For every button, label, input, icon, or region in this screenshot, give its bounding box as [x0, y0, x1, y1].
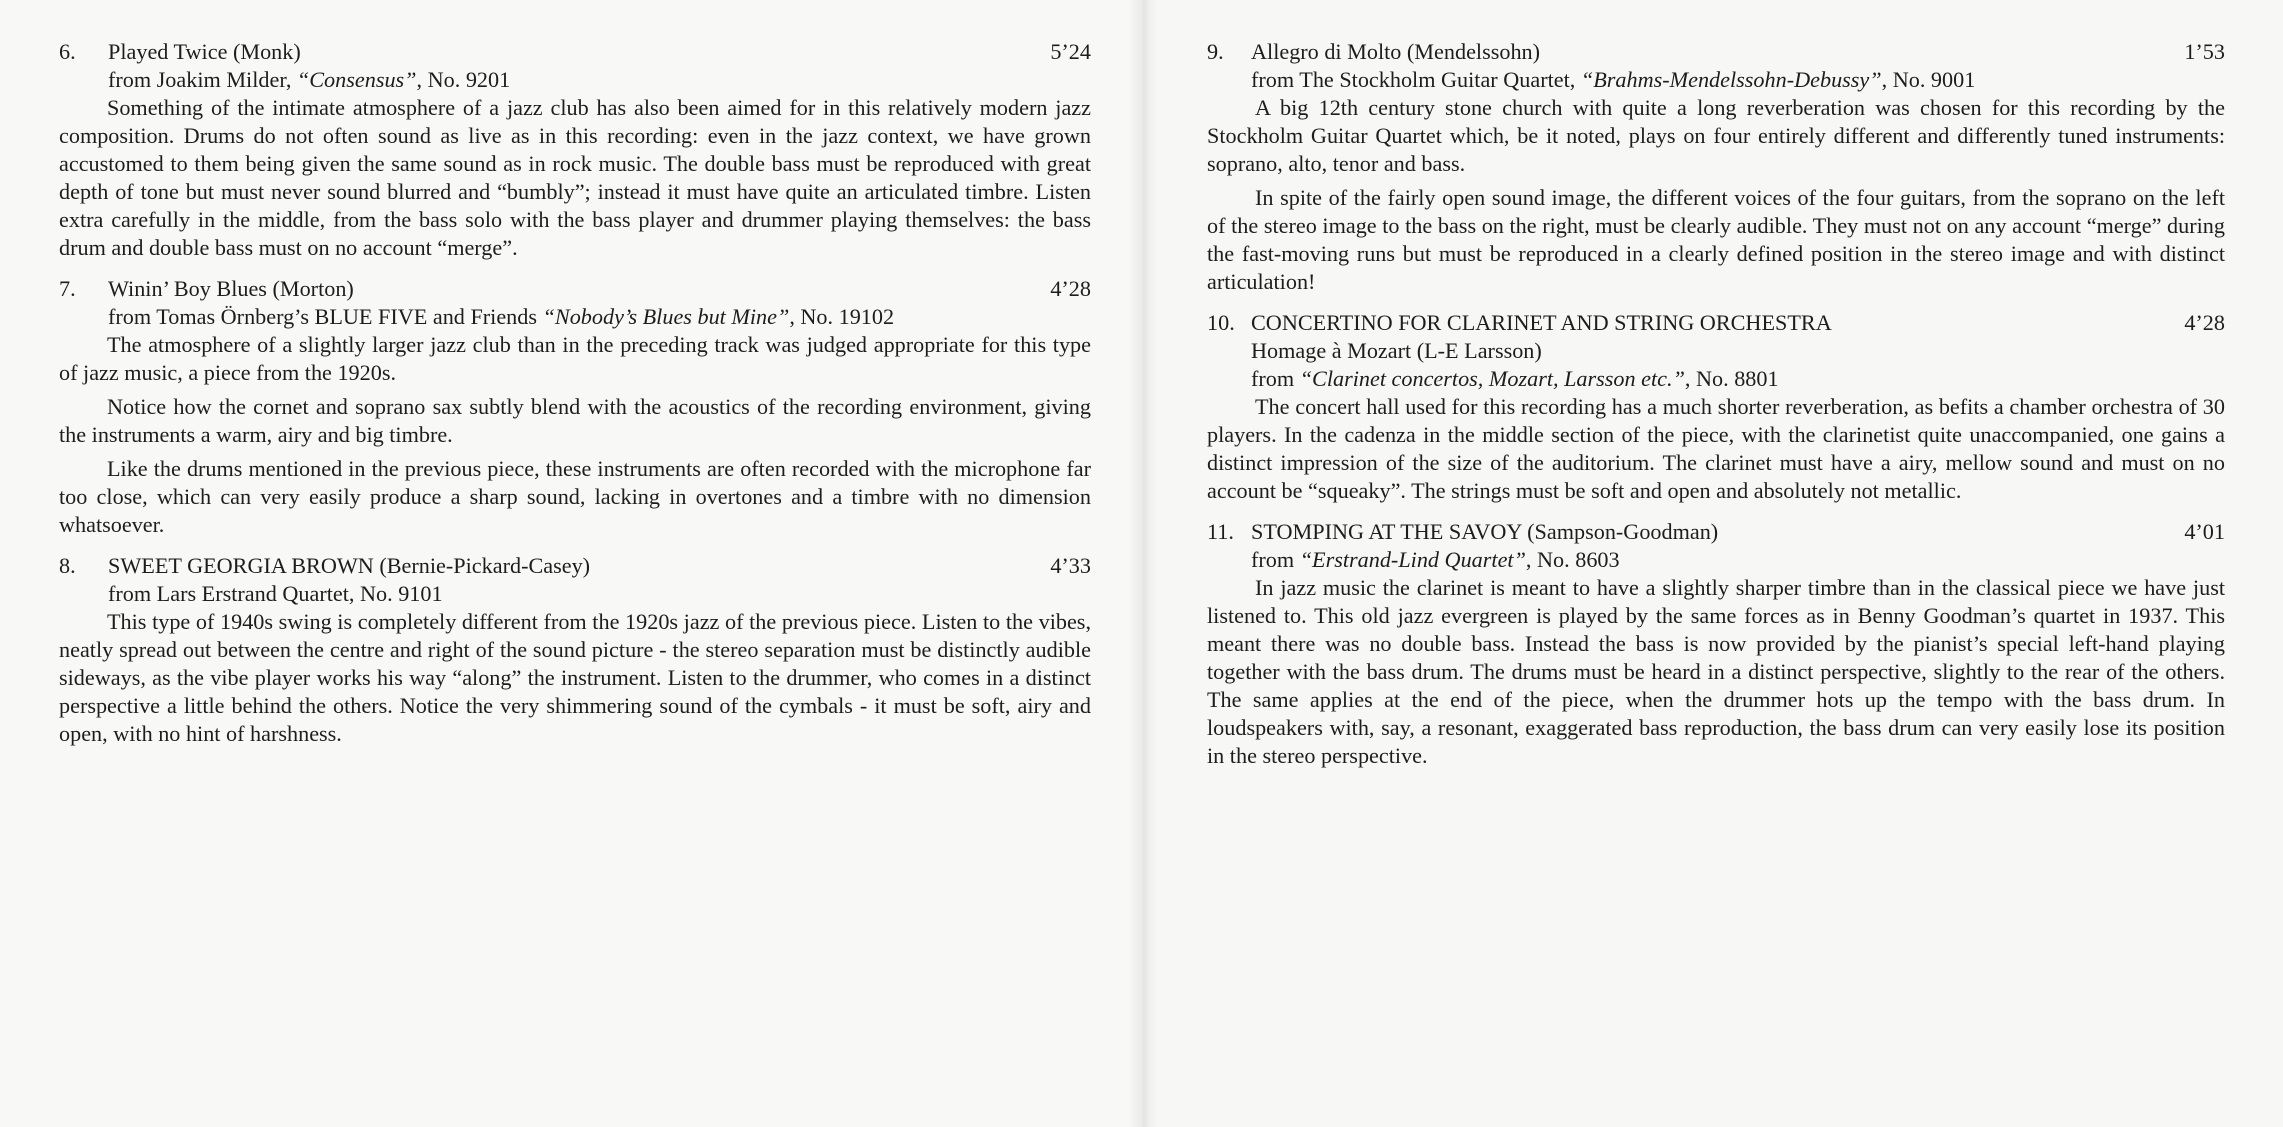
track-duration: 4’28 — [2184, 310, 2225, 335]
track-source — [59, 303, 1091, 331]
track-subtitle: Homage à Mozart (L-E Larsson) — [1251, 338, 1542, 363]
track-source — [59, 580, 1091, 608]
track-description: The concert hall used for this recording has a much shorter reverberation, as befits a chamber orchestra of 30 players. In the cadenza in the middle section of the piece, with the clarinetist quite unaccompanied, one gains a distinct impression of the size of the auditorium. The clarinet must have a airy, mellow sound and must on no account be “squeaky”. The strings must be soft and open and absolutely not metallic. — [1207, 394, 2225, 503]
album-title: “Brahms-Mendelssohn-Debussy” — [1580, 67, 1882, 92]
source-prefix: from Joakim Milder, — [108, 67, 297, 92]
album-title: “Consensus” — [296, 67, 417, 92]
catalog-number: , No. 9001 — [1881, 67, 1976, 92]
track-source — [1207, 66, 2225, 94]
track-11 — [1207, 518, 2225, 770]
track-duration: 4’01 — [2184, 519, 2225, 544]
track-title: Winin’ Boy Blues (Morton) — [108, 276, 354, 301]
track-description: Notice how the cornet and soprano sax subtly blend with the acoustics of the recording environment, giving the instruments a warm, airy and big timbre. — [59, 394, 1091, 447]
track-duration: 5’24 — [1050, 39, 1091, 64]
source-prefix: from The Stockholm Guitar Quartet, — [1251, 67, 1581, 92]
track-duration: 1’53 — [2184, 39, 2225, 64]
track-description: Something of the intimate atmosphere of a jazz club has also been aimed for in this relatively modern jazz composition. Drums do not often sound as live as in this recording: even in the jazz context, we have grown accustomed to them being given the same sound as in rock music. The double bass must be reproduced with great depth of tone but must never sound blurred and “bumbly”; instead it must have quite an articulated timbre. Listen extra carefully in the middle, from the bass solo with the bass player and drummer playing themselves: the bass drum and double bass must on no account “merge”. — [59, 95, 1091, 260]
track-source — [59, 66, 1091, 94]
album-title: “Nobody’s Blues but Mine” — [542, 304, 790, 329]
track-description: In spite of the fairly open sound image, the different voices of the four guitars, from the soprano on the left of the stereo image to the bass on the right, must be clearly audible. They must not on any account “merge” during the fast-moving runs but must be reproduced in a clearly defined position in the stereo image and with distinct articulation! — [1207, 185, 2225, 294]
album-title: “Erstrand-Lind Quartet” — [1299, 547, 1526, 572]
track-source — [1207, 365, 2225, 393]
track-title: CONCERTINO FOR CLARINET AND STRING ORCHESTRA — [1251, 310, 1832, 335]
track-title: Played Twice (Monk) — [108, 39, 301, 64]
track-source — [1207, 546, 2225, 574]
track-duration: 4’33 — [1050, 553, 1091, 578]
track-description: A big 12th century stone church with quite a long reverberation was chosen for this recording by the Stockholm Guitar Quartet which, be it noted, plays on four entirely different and differently tuned instruments: soprano, alto, tenor and bass. — [1207, 95, 2225, 176]
track-header — [59, 38, 1091, 66]
track-title: Allegro di Molto (Mendelssohn) — [1251, 39, 1541, 64]
track-number: 11. — [1207, 519, 1234, 544]
track-8 — [59, 552, 1091, 748]
track-number: 8. — [59, 553, 76, 578]
track-duration: 4’28 — [1050, 276, 1091, 301]
catalog-number: , No. 8801 — [1684, 366, 1779, 391]
catalog-number: , No. 8603 — [1525, 547, 1620, 572]
track-number: 7. — [59, 276, 76, 301]
track-description: This type of 1940s swing is completely different from the 1920s jazz of the previous piece. Listen to the vibes, neatly spread out between the centre and right of the sound picture - the stereo separation must be distinctly audible sideways, as the vibe player works his way “along” the instrument. Listen to the drummer, who comes in a distinct perspective a little behind the others. Notice the very shimmering sound of the cymbals - it must be soft, airy and open, with no hint of harshness. — [59, 609, 1091, 746]
source-prefix: from — [1251, 366, 1300, 391]
right-page — [1143, 0, 2283, 1127]
track-title: STOMPING AT THE SAVOY (Sampson-Goodman) — [1251, 519, 1719, 544]
track-number: 10. — [1207, 310, 1235, 335]
track-7 — [59, 275, 1091, 539]
album-title: “Clarinet concertos, Mozart, Larsson etc.” — [1299, 366, 1685, 391]
track-description: In jazz music the clarinet is meant to have a slightly sharper timbre than in the classical piece we have just listened to. This old jazz evergreen is played by the same forces as in Benny Goodman’s quartet in 1937. This meant there was no double bass. Instead the bass is now provided by the pianist’s special left-hand playing together with the bass drum. The drums must be heard in a distinct perspective, slightly to the rear of the others. The same applies at the end of the piece, when the drummer hots up the tempo with the bass drum. In loudspeakers with, say, a resonant, exaggerated bass reproduction, the bass drum can very easily lose its position in the stereo perspective. — [1207, 575, 2225, 768]
track-header — [1207, 518, 2225, 546]
track-header — [59, 275, 1091, 303]
track-10 — [1207, 309, 2225, 505]
track-6 — [59, 38, 1091, 262]
track-description: The atmosphere of a slightly larger jazz club than in the preceding track was judged appropriate for this type of jazz music, a piece from the 1920s. — [59, 332, 1091, 385]
catalog-number: , No. 19102 — [789, 304, 895, 329]
track-title: SWEET GEORGIA BROWN (Bernie-Pickard-Casey) — [108, 553, 591, 578]
track-number: 9. — [1207, 39, 1224, 64]
source-prefix: from — [1251, 547, 1300, 572]
source-prefix: from Lars Erstrand Quartet, No. 9101 — [108, 581, 443, 606]
track-header — [1207, 38, 2225, 66]
track-header — [1207, 309, 2225, 337]
catalog-number: , No. 9201 — [416, 67, 511, 92]
track-description: Like the drums mentioned in the previous piece, these instruments are often recorded with the microphone far too close, which can very easily produce a sharp sound, lacking in overtones and a timbre with no dimension whatsoever. — [59, 456, 1091, 537]
track-9 — [1207, 38, 2225, 296]
track-number: 6. — [59, 39, 76, 64]
track-header — [59, 552, 1091, 580]
source-prefix: from Tomas Örnberg’s BLUE FIVE and Friends — [108, 304, 543, 329]
